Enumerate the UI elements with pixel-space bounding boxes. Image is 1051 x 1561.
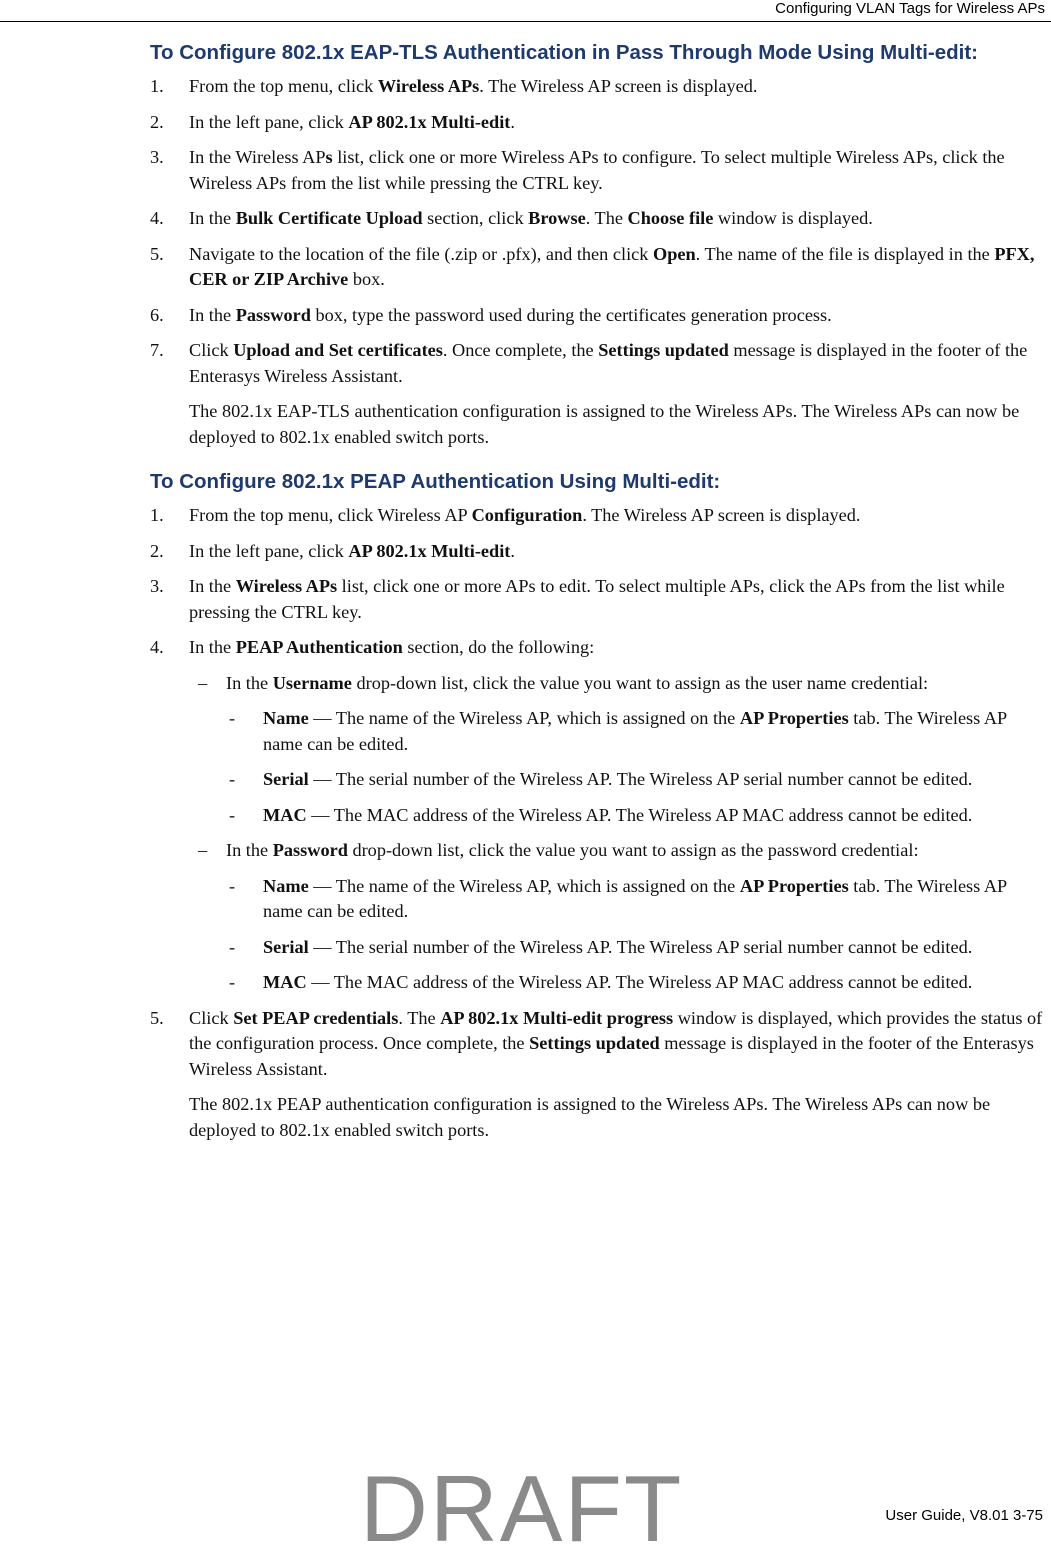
step-text: In the left pane, click <box>189 540 349 561</box>
step-text: message is displayed in the footer of the Enterasys Wireless Assistant. <box>189 340 1028 386</box>
step-text: window is displayed. <box>713 208 873 228</box>
step-text: Click <box>189 340 234 360</box>
step-number: 4. <box>150 637 164 657</box>
result-note: The 802.1x PEAP authentication configuration is assigned to the Wireless APs. The Wireless APs can now be deployed to 802.1x enabled switch ports. <box>189 1094 991 1140</box>
list-item <box>150 242 1046 293</box>
ui-term: AP Properties <box>739 708 849 728</box>
step-number: 7. <box>150 340 164 360</box>
ui-term: AP 802.1x Multi-edit <box>348 111 511 132</box>
list-item <box>150 74 1046 100</box>
sub-list-item <box>150 970 1046 996</box>
step-text: list, click one or more Wireless APs to configure. To select multiple Wireless APs, click the Wireless APs from the list while pressing the CTRL key. <box>189 147 1005 193</box>
item-text: — The serial number of the Wireless AP. The Wireless AP serial number cannot be edited. <box>308 936 973 957</box>
list-item <box>150 635 1046 661</box>
step-text: In the <box>189 208 236 228</box>
ui-term: Name <box>263 708 309 728</box>
ui-term: MAC <box>263 804 307 825</box>
running-header: Configuring VLAN Tags for Wireless APs <box>775 0 1045 17</box>
item-text: — The name of the Wireless AP, which is assigned on the <box>308 708 740 728</box>
ui-term: Upload and Set certificates <box>233 340 443 360</box>
ui-term: AP 802.1x Multi-edit <box>348 540 511 561</box>
step-text: . <box>510 111 515 132</box>
page-footer: User Guide, V8.01 3-75 <box>885 1507 1043 1524</box>
list-item <box>150 145 1046 196</box>
step-text: In the <box>189 576 236 596</box>
ui-term: Wireless APs <box>377 76 480 96</box>
step-text: . The <box>398 1007 441 1028</box>
list-item <box>150 503 1046 529</box>
ui-term: MAC <box>263 972 307 992</box>
list-item <box>150 539 1046 565</box>
ui-term: Name <box>263 875 309 896</box>
step-number: 3. <box>150 576 164 596</box>
step-number: 5. <box>150 1007 164 1028</box>
step-text: In the <box>189 637 236 657</box>
step-text: section, click <box>422 208 529 228</box>
step-number: 6. <box>150 304 164 325</box>
item-text: tab. The Wireless AP name can be edited. <box>263 875 1007 921</box>
step-text: . The name of the file is displayed in the <box>695 243 995 264</box>
list-item <box>150 206 1046 232</box>
step-number: 5. <box>150 243 164 264</box>
step-number: 3. <box>150 147 164 167</box>
step-text: . The Wireless AP screen is displayed. <box>479 76 758 96</box>
section-heading-eap-tls: To Configure 802.1x EAP-TLS Authentication in Pass Through Mode Using Multi-edit: <box>150 41 978 64</box>
ui-term: AP 802.1x Multi-edit progress <box>440 1007 674 1028</box>
ui-term: s <box>325 147 333 167</box>
list-item <box>150 338 1046 389</box>
step-text: box, type the password used during the certificates generation process. <box>310 304 832 325</box>
ui-term: Choose file <box>627 208 714 228</box>
ui-term: Username <box>272 672 352 693</box>
header-rule <box>0 21 1051 22</box>
step-text: section, do the following: <box>402 637 595 657</box>
sub-bullet: - <box>229 804 236 825</box>
step-number: 2. <box>150 540 164 561</box>
step-text: Click <box>189 1007 234 1028</box>
step-text: From the top menu, click Wireless AP <box>189 505 472 525</box>
ui-term: Open <box>652 243 696 264</box>
ui-term: PFX, CER or ZIP Archive <box>189 243 1035 289</box>
sub-list-item <box>150 706 1046 757</box>
step-text: window is displayed, which provides the status of the configuration process. Once complete, the <box>189 1007 1043 1053</box>
ui-term: Bulk Certificate Upload <box>235 208 423 228</box>
step-text: In the Wireless AP <box>189 147 326 167</box>
sub-bullet: - <box>229 875 236 896</box>
ui-term: Browse <box>528 208 586 228</box>
dash-bullet: – <box>198 672 208 693</box>
sub-list-item <box>150 874 1046 925</box>
step-number: 1. <box>150 76 164 96</box>
ui-term: Password <box>235 304 311 325</box>
ui-term: Set PEAP credentials <box>233 1007 399 1028</box>
sub-bullet: - <box>229 769 236 789</box>
sub-bullet: - <box>229 972 236 992</box>
step-text: . The <box>585 208 628 228</box>
item-text: — The serial number of the Wireless AP. The Wireless AP serial number cannot be edited. <box>308 769 973 789</box>
step-text: . <box>510 540 515 561</box>
step-number: 2. <box>150 111 164 132</box>
item-text: In the <box>226 840 273 860</box>
step-text: . The Wireless AP screen is displayed. <box>582 505 861 525</box>
dash-bullet: – <box>198 840 208 860</box>
step-text: . Once complete, the <box>442 340 599 360</box>
sub-bullet: - <box>229 936 236 957</box>
step-text: In the left pane, click <box>189 111 349 132</box>
step-text: list, click one or more APs to edit. To select multiple APs, click the APs from the list while pressing the CTRL key. <box>189 576 1005 622</box>
step-text: In the <box>189 304 236 325</box>
section-heading-peap: To Configure 802.1x PEAP Authentication Using Multi-edit: <box>150 470 721 493</box>
sub-list-item <box>150 803 1046 829</box>
list-item <box>150 110 1046 136</box>
step-number: 4. <box>150 208 164 228</box>
ui-term: Serial <box>263 769 309 789</box>
item-text: drop-down list, click the value you want to assign as the password credential: <box>347 840 919 860</box>
ui-term: Serial <box>263 936 309 957</box>
step-text: From the top menu, click <box>189 76 378 96</box>
list-item <box>150 574 1046 625</box>
step-text: Navigate to the location of the file (.zip or .pfx), and then click <box>189 243 653 264</box>
step-text: message is displayed in the footer of the Enterasys Wireless Assistant. <box>189 1033 1034 1079</box>
ui-term: AP Properties <box>739 875 849 896</box>
sub-bullet: - <box>229 708 236 728</box>
item-text: In the <box>226 672 273 693</box>
result-note: The 802.1x EAP-TLS authentication configuration is assigned to the Wireless APs. The Wireless APs can now be deployed to 802.1x enabled switch ports. <box>189 401 1020 447</box>
item-text: — The MAC address of the Wireless AP. The Wireless AP MAC address cannot be edited. <box>306 804 973 825</box>
dash-list-item <box>150 838 1046 864</box>
item-text: — The MAC address of the Wireless AP. The Wireless AP MAC address cannot be edited. <box>306 972 973 992</box>
ui-term: Settings updated <box>529 1033 660 1053</box>
document-body <box>150 40 1046 1153</box>
list-item <box>150 303 1046 329</box>
step-number: 1. <box>150 505 164 525</box>
ui-term: Wireless APs <box>235 576 338 596</box>
item-text: — The name of the Wireless AP, which is assigned on the <box>308 875 740 896</box>
item-text: drop-down list, click the value you want to assign as the user name credential: <box>351 672 929 693</box>
draft-watermark: DRAFT <box>360 1456 684 1561</box>
item-text: tab. The Wireless AP name can be edited. <box>263 708 1007 754</box>
ui-term: Configuration <box>471 505 583 525</box>
sub-list-item <box>150 935 1046 961</box>
list-item <box>150 1006 1046 1083</box>
dash-list-item <box>150 671 1046 697</box>
ui-term: Settings updated <box>598 340 729 360</box>
step-text: box. <box>348 269 385 289</box>
sub-list-item <box>150 767 1046 793</box>
ui-term: PEAP Authentication <box>235 637 403 657</box>
ui-term: Password <box>272 840 348 860</box>
